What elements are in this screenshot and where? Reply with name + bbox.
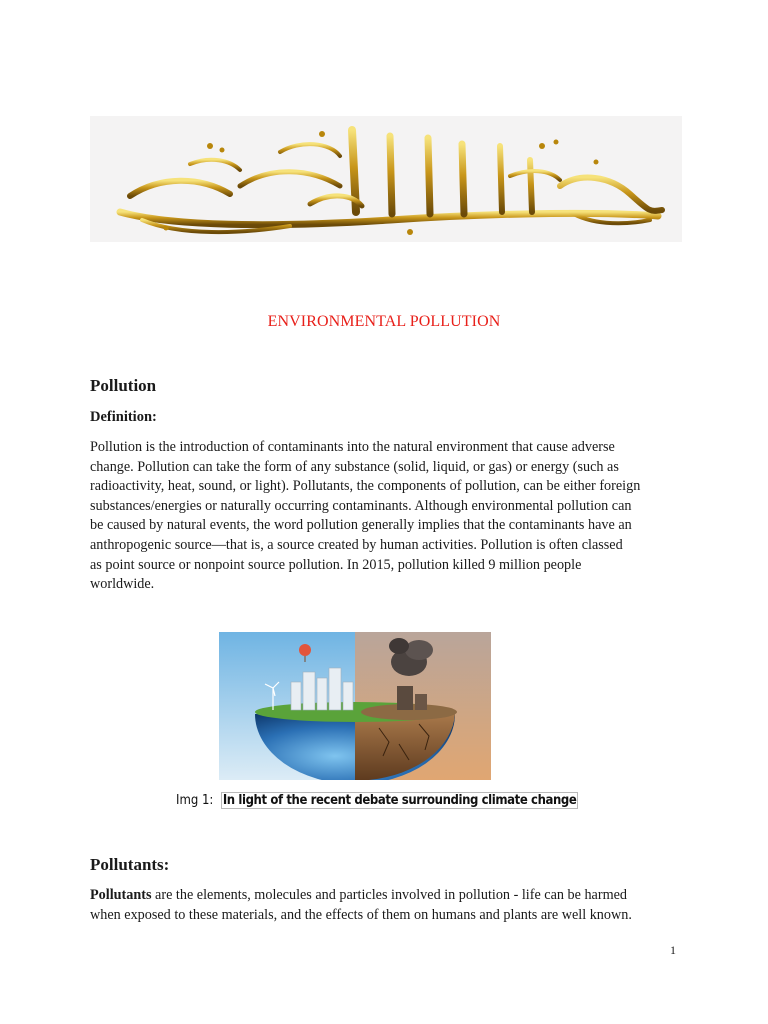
pollutants-paragraph — [90, 886, 690, 925]
paragraph-line: substances/energies or naturally occurring contaminants. Although environmental pollution can — [90, 497, 632, 514]
paragraph-line: when exposed to these materials, and the effects of them on humans and plants are well known. — [90, 906, 632, 923]
paragraph-line: worldwide. — [90, 576, 155, 593]
paragraph-line: anthropogenic source—that is, a source created by human activities. Pollution is often classed — [90, 536, 623, 553]
definition-paragraph — [90, 438, 690, 595]
paragraph-line: radioactivity, heat, sound, or light). Pollutants, the components of pollution, can be either foreign — [90, 478, 641, 495]
pollutants-lead-term: Pollutants — [90, 887, 152, 903]
caption-separator: : — [209, 793, 214, 808]
subheading-definition: Definition: — [90, 409, 157, 425]
paragraph-line — [90, 886, 690, 906]
basmala-calligraphy-banner — [90, 116, 682, 242]
paragraph-line: be caused by natural events, the word pollution generally implies that the contaminants have an — [90, 517, 632, 534]
section-heading-pollutants: Pollutants: — [90, 855, 170, 874]
caption-label: Img 1 — [176, 793, 210, 808]
paragraph-line: Pollution is the introduction of contaminants into the natural environment that cause adverse — [90, 439, 615, 455]
basmala-calligraphy-image — [90, 116, 682, 242]
caption-text: In light of the recent debate surrounding climate change — [222, 793, 577, 808]
figure-caption — [176, 792, 578, 809]
document-title: ENVIRONMENTAL POLLUTION — [267, 313, 501, 330]
paragraph-line-rest: are the elements, molecules and particles involved in pollution - life can be harmed — [151, 887, 628, 903]
section-heading-pollution: Pollution — [90, 376, 157, 395]
paragraph-line: as point source or nonpoint source pollution. In 2015, pollution killed 9 million people — [90, 556, 582, 573]
paragraph-line: change. Pollution can take the form of any substance (solid, liquid, or gas) or energy (such as — [90, 458, 619, 475]
earth-pollution-illustration — [219, 632, 491, 780]
page-number: 1 — [670, 943, 676, 957]
